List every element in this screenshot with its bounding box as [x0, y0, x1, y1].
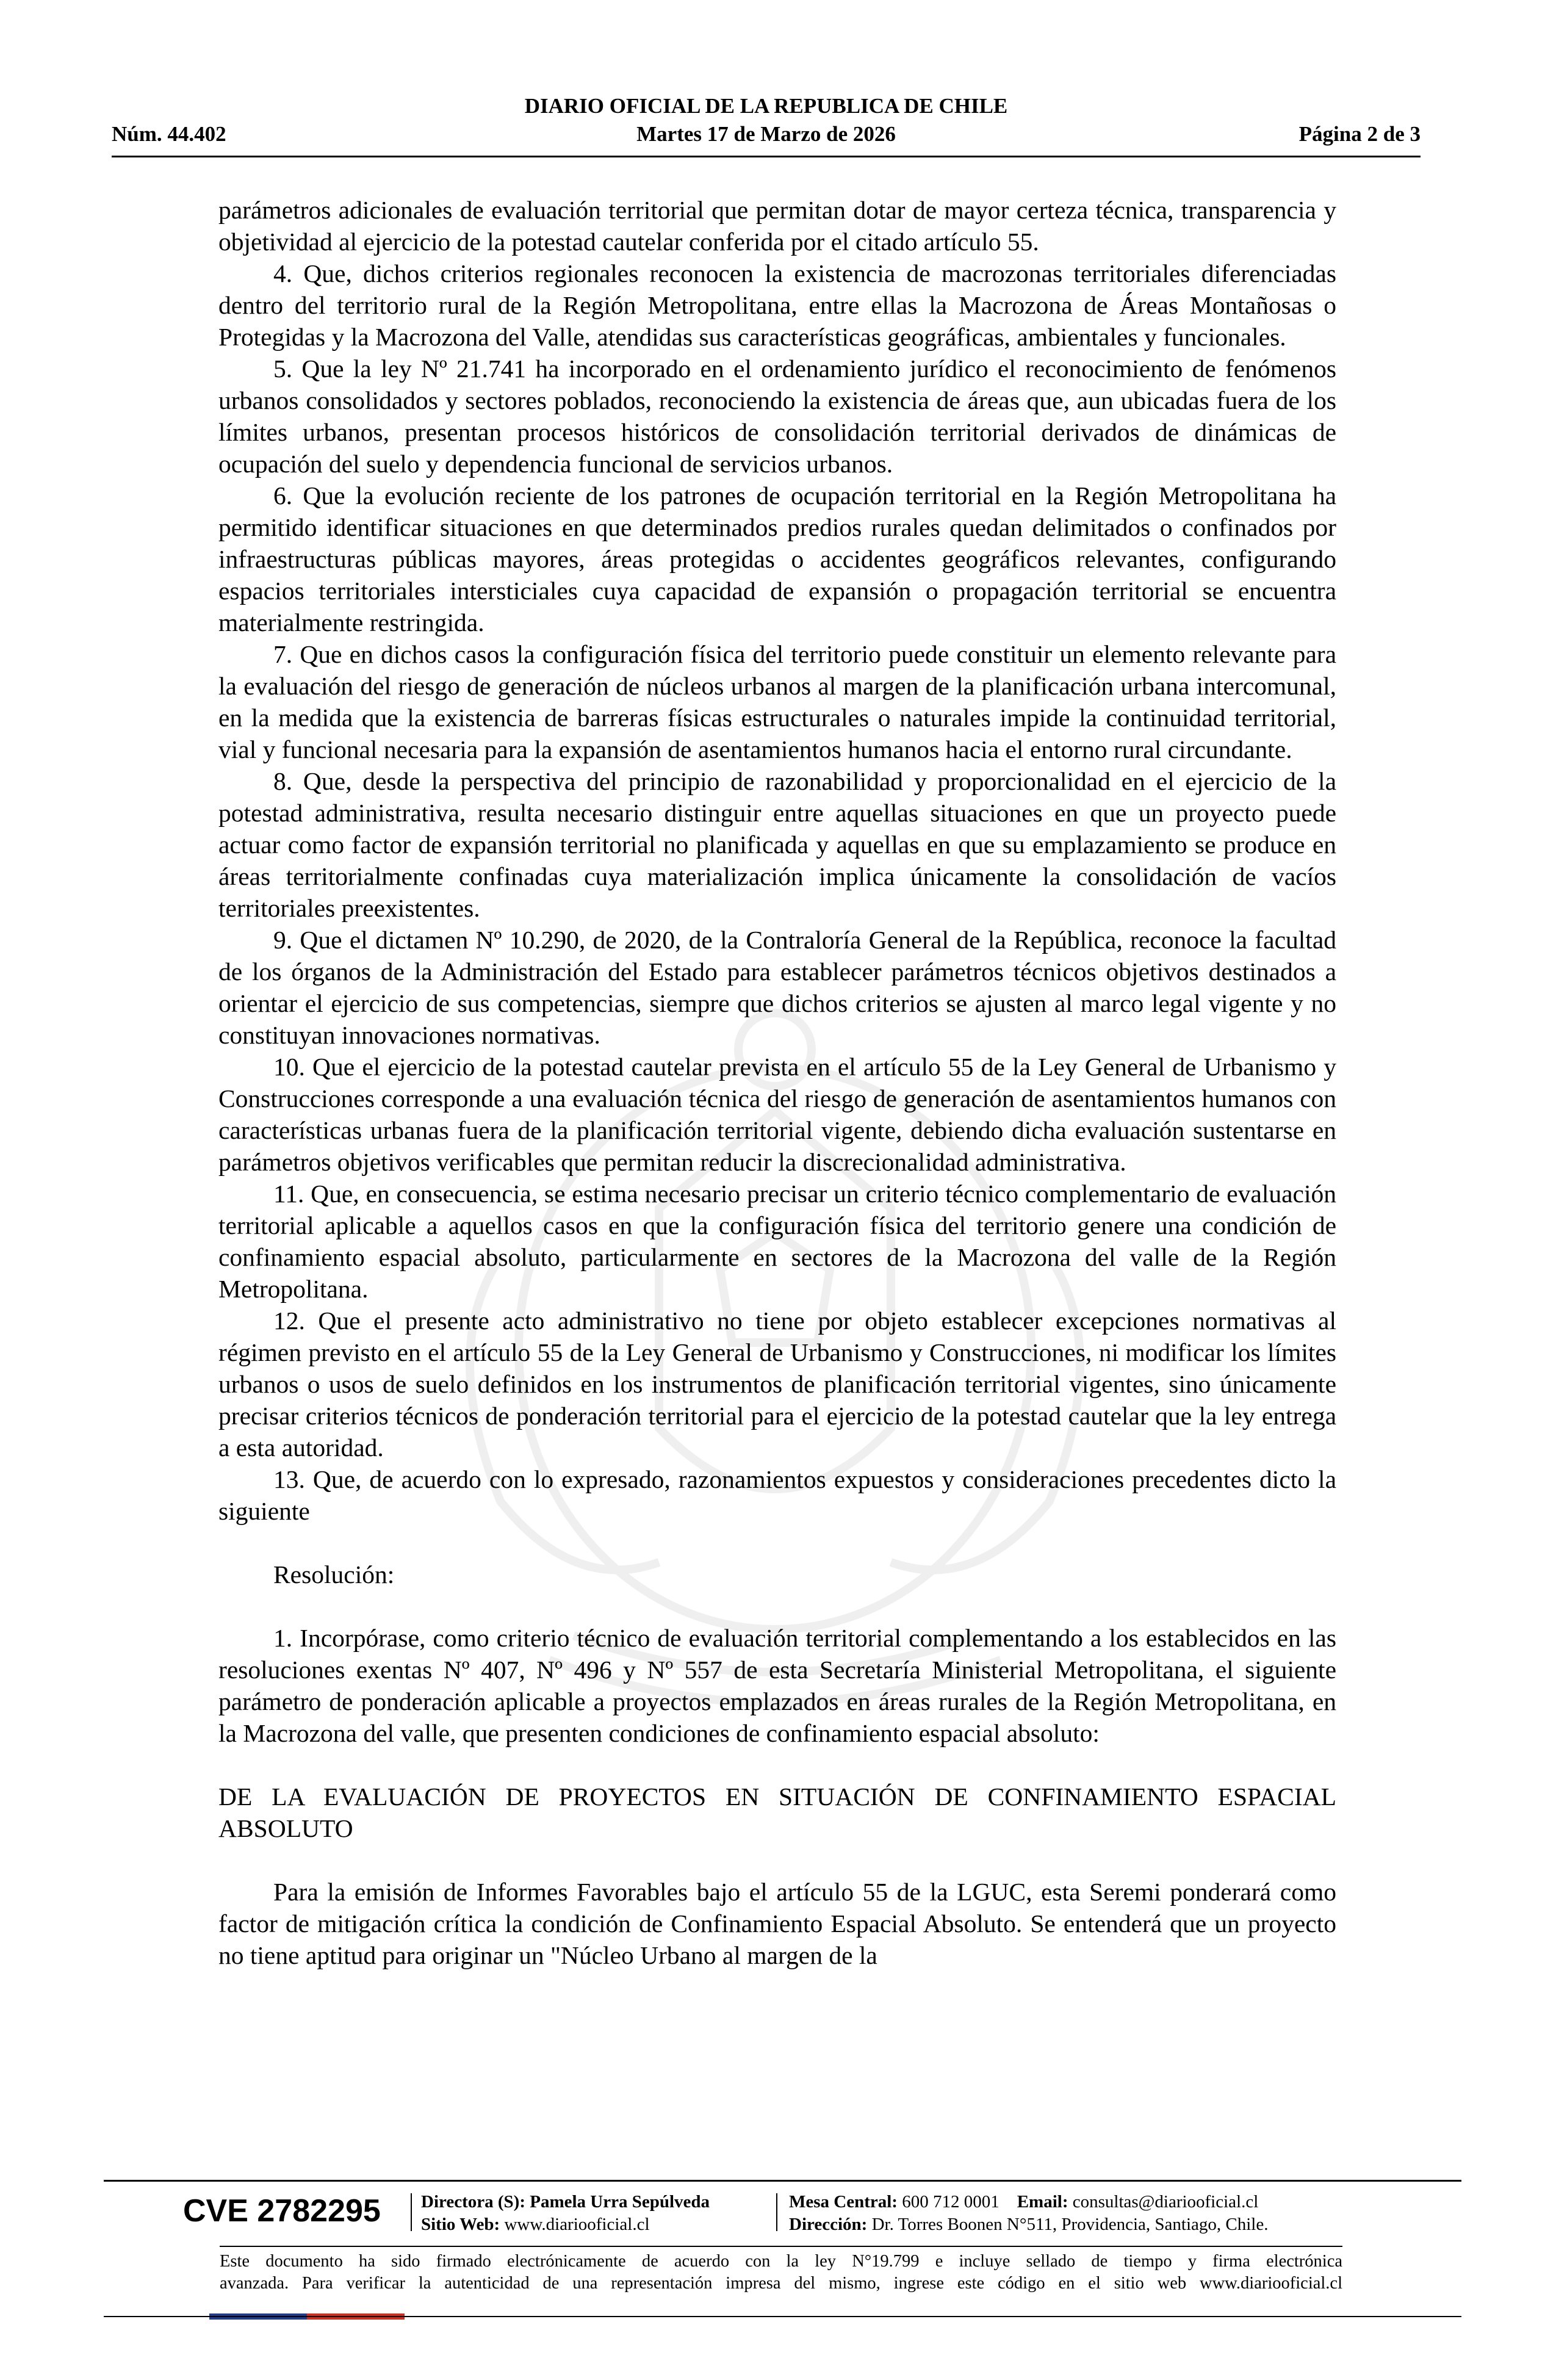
footer-divider-mid	[220, 2246, 1342, 2247]
director-label: Directora (S):	[421, 2192, 525, 2212]
page-indicator: Página 2 de 3	[1298, 122, 1421, 146]
section-paragraph: Para la emisión de Informes Favorables bajo el artículo 55 de la LGUC, esta Seremi ponderará como factor de mitigación crítica la condición de Confinamiento Espacial Absoluto. Se entenderá que un proyecto no tiene aptitud para originar un "Núcleo Urbano al margen de la	[218, 1878, 1336, 1969]
footer-contact-block	[789, 2191, 1268, 2236]
document-body	[218, 194, 1336, 1971]
page-header	[112, 93, 1421, 157]
paragraph-10: 10. Que el ejercicio de la potestad cautelar prevista en el artículo 55 de la Ley General de Urbanismo y Construcciones corresponde a una evaluación técnica del riesgo de generación de asentamientos humanos con características urbanas fuera de la planificación territorial vigente, debiendo dicha evaluación sustentarse en parámetros objetivos verificables que permitan reducir la discrecionalidad administrativa.	[218, 1053, 1336, 1176]
resolution-item-1: 1. Incorpórase, como criterio técnico de evaluación territorial complementando a los establecidos en las resoluciones exentas Nº 407, Nº 496 y Nº 557 de esta Secretaría Ministerial Metropolitana, el siguiente parámetro de ponderación aplicable a proyectos emplazados en áreas rurales de la Región Metropolitana, en la Macrozona del valle, que presenten condiciones de confinamiento espacial absoluto:	[218, 1624, 1336, 1747]
footer-separator	[411, 2193, 412, 2231]
paragraph-11: 11. Que, en consecuencia, se estima necesario precisar un criterio técnico complementario de evaluación territorial aplicable a aquellos casos en que la configuración física del territorio genere una condición de confinamiento espacial absoluto, particularmente en sectores de la Macrozona del valle de la Región Metropolitana.	[218, 1180, 1336, 1303]
footer-director-block	[421, 2191, 710, 2236]
header-divider	[112, 156, 1421, 157]
footer-divider-top	[104, 2180, 1461, 2182]
address-value: Dr. Torres Boonen N°511, Providencia, Santiago, Chile.	[871, 2215, 1269, 2234]
paragraph-continuation: parámetros adicionales de evaluación territorial que permitan dotar de mayor certeza técnica, transparencia y objetividad al ejercicio de la potestad cautelar conferida por el citado artículo 55.	[218, 196, 1336, 256]
section-heading: DE LA EVALUACIÓN DE PROYECTOS EN SITUACIÓN DE CONFINAMIENTO ESPACIAL ABSOLUTO	[218, 1783, 1336, 1842]
paragraph-5: 5. Que la ley Nº 21.741 ha incorporado en el ordenamiento jurídico el reconocimiento de fenómenos urbanos consolidados y sectores poblados, reconociendo la existencia de áreas que, aun ubicadas fuera de los límites urbanos, presentan procesos históricos de consolidación territorial derivados de dinámicas de ocupación del suelo y dependencia funcional de servicios urbanos.	[218, 355, 1336, 478]
paragraph-13: 13. Que, de acuerdo con lo expresado, razonamientos expuestos y consideraciones precedentes dicto la siguiente	[218, 1465, 1336, 1525]
resolution-heading: Resolución:	[273, 1560, 395, 1588]
email-label: Email:	[1017, 2192, 1068, 2212]
issue-date: Martes 17 de Marzo de 2026	[636, 122, 896, 146]
footer-separator	[776, 2193, 777, 2231]
legal-notice-line-1: Este documento ha sido firmado electrónicamente de acuerdo con la ley N°19.799 e incluye sellado de tiempo y firma electrónica	[220, 2252, 1342, 2271]
email-link[interactable]: consultas@diariooficial.cl	[1072, 2192, 1259, 2212]
legal-notice-line-2: avanzada. Para verificar la autenticidad de una representación impresa del mismo, ingrese este código en el sitio web www.diariooficial.cl	[220, 2274, 1342, 2293]
website-label: Sitio Web:	[421, 2215, 500, 2234]
cve-code: CVE 2782295	[183, 2193, 381, 2229]
phone-label: Mesa Central:	[789, 2192, 898, 2212]
legal-notice	[220, 2251, 1342, 2295]
newspaper-title: DIARIO OFICIAL DE LA REPUBLICA DE CHILE	[524, 94, 1008, 118]
paragraph-4: 4. Que, dichos criterios regionales reconocen la existencia de macrozonas territoriales diferenciadas dentro del territorio rural de la Región Metropolitana, entre ellas la Macrozona de Áreas Montañosas o Protegidas y la Macrozona del Valle, atendidas sus características geográficas, ambientales y funcionales.	[218, 259, 1336, 351]
phone-value: 600 712 0001	[902, 2192, 1000, 2212]
paragraph-7: 7. Que en dichos casos la configuración física del territorio puede constituir un elemento relevante para la evaluación del riesgo de generación de núcleos urbanos al margen de la planificación urbana intercomunal, en la medida que la existencia de barreras físicas estructurales o naturales impide la continuidad territorial, vial y funcional necesaria para la expansión de asentamientos humanos hacia el entorno rural circundante.	[218, 640, 1336, 763]
paragraph-6: 6. Que la evolución reciente de los patrones de ocupación territorial en la Región Metropolitana ha permitido identificar situaciones en que determinados predios rurales quedan delimitados o confinados por infraestructuras públicas mayores, áreas protegidas o accidentes geográficos relevantes, configurando espacios territoriales intersticiales cuya capacidad de expansión o propagación territorial se encuentra materialmente restringida.	[218, 481, 1336, 636]
paragraph-12: 12. Que el presente acto administrativo no tiene por objeto establecer excepciones normativas al régimen previsto en el artículo 55 de la Ley General de Urbanismo y Construcciones, ni modificar los límites urbanos o usos de suelo definidos en los instrumentos de planificación territorial vigentes, sino únicamente precisar criterios técnicos de ponderación territorial para el ejercicio de la potestad cautelar que la ley entrega a esta autoridad.	[218, 1307, 1336, 1462]
paragraph-9: 9. Que el dictamen Nº 10.290, de 2020, de la Contraloría General de la República, reconoce la facultad de los órganos de la Administración del Estado para establecer parámetros técnicos objetivos destinados a orientar el ejercicio de sus competencias, siempre que dichos criterios se ajusten al marco legal vigente y no constituyan innovaciones normativas.	[218, 926, 1336, 1049]
address-label: Dirección:	[789, 2215, 868, 2234]
paragraph-8: 8. Que, desde la perspectiva del principio de razonabilidad y proporcionalidad en el ejercicio de la potestad administrativa, resulta necesario distinguir entre aquellas situaciones en que un proyecto puede actuar como factor de expansión territorial no planificada y aquellas en que su emplazamiento se produce en áreas territorialmente confinadas cuya materialización implica únicamente la consolidación de vacíos territoriales preexistentes.	[218, 767, 1336, 922]
website-link[interactable]: www.diariooficial.cl	[504, 2215, 650, 2234]
footer-divider-bottom	[104, 2316, 1461, 2317]
issue-number: Núm. 44.402	[112, 122, 226, 146]
director-name: Pamela Urra Sepúlveda	[530, 2192, 710, 2212]
